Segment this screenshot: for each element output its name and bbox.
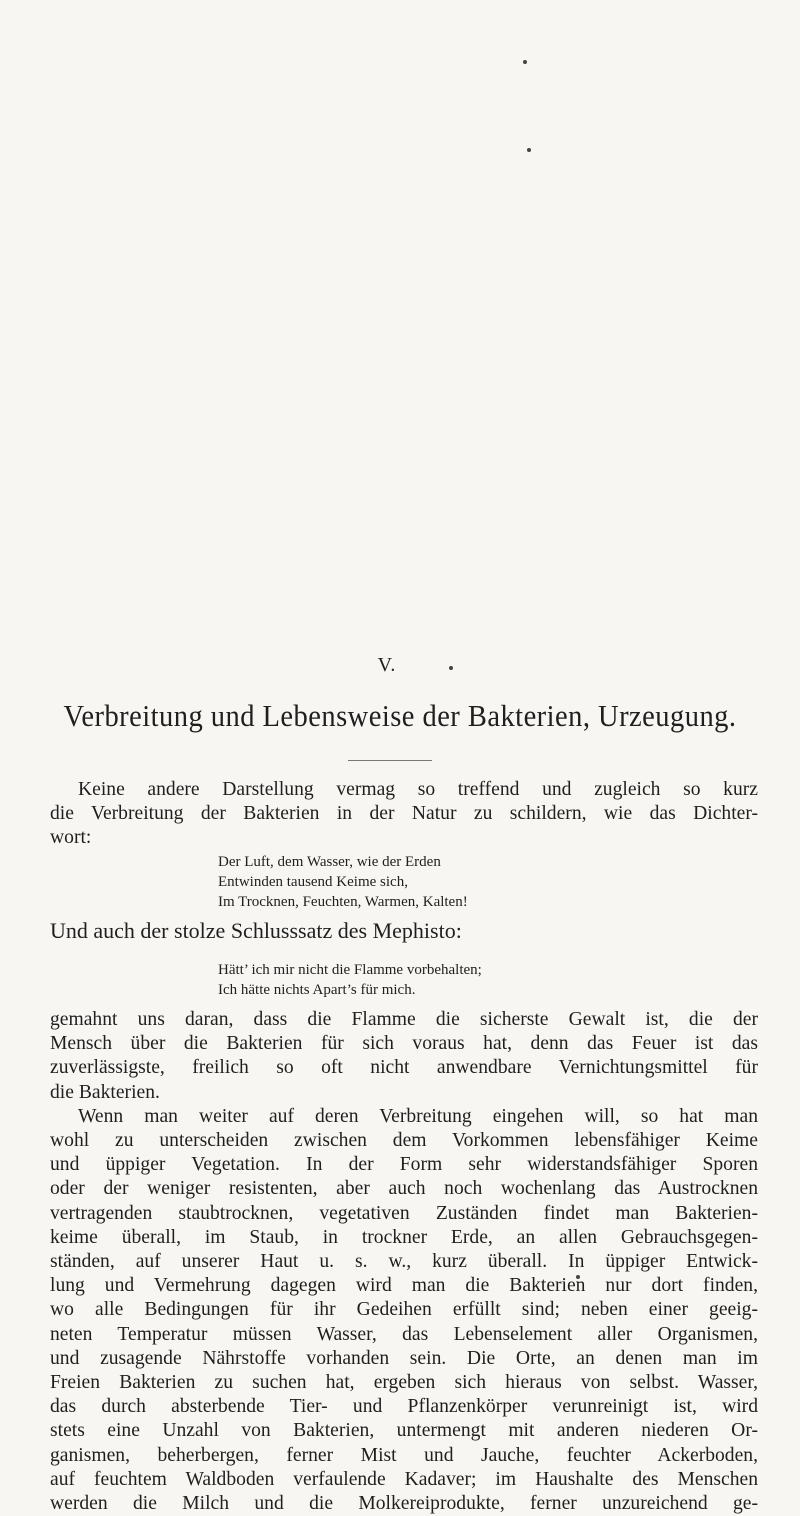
verse-line: Ich hätte nichts Apart’s für mich. — [218, 982, 416, 998]
text-line: die Bakterien. — [50, 1081, 160, 1103]
text-line: die Verbreitung der Bakterien in der Natur zu schildern, wie das Dichter- — [50, 803, 758, 825]
text-line: lung und Vermehrung dagegen wird man die Bakterien nur dort finden, — [50, 1275, 758, 1297]
text-line: ganismen, beherbergen, ferner Mist und Jauche, feuchter Ackerboden, — [50, 1444, 758, 1466]
text-line: stets eine Unzahl von Bakterien, untermengt mit anderen niederen Or- — [50, 1420, 758, 1442]
text-line: und üppiger Vegetation. In der Form sehr widerstandsfähiger Sporen — [50, 1154, 758, 1176]
text-line: werden die Milch und die Molkereiprodukte, ferner unzureichend ge- — [50, 1493, 758, 1515]
text-line: neten Temperatur müssen Wasser, das Lebenselement aller Organismen, — [50, 1323, 758, 1345]
text-line: auf feuchtem Waldboden verfaulende Kadaver; im Haushalte des Menschen — [50, 1468, 758, 1490]
print-speck — [527, 148, 531, 152]
text-line: oder der weniger resistenten, aber auch noch wochenlang das Austrocknen — [50, 1178, 758, 1200]
text-line: wohl zu unterscheiden zwischen dem Vorkommen lebensfähiger Keime — [50, 1130, 758, 1152]
text-line: Mensch über die Bakterien für sich voraus hat, denn das Feuer ist das — [50, 1033, 758, 1055]
intro-paragraph — [50, 778, 758, 851]
text-line: wort: — [50, 827, 92, 849]
verse-line: Entwinden tausend Keime sich, — [218, 874, 408, 890]
text-line: vertragenden staubtrocknen, vegetativen Zuständen findet man Bakterien- — [50, 1202, 758, 1224]
text-line: Keine andere Darstellung vermag so treffend und zugleich so kurz — [78, 779, 758, 800]
chapter-number: V. — [377, 654, 397, 676]
text-line: ständen, auf unserer Haut u. s. w., kurz überall. In üppiger Entwick- — [50, 1251, 758, 1273]
mephisto-intro-line: Und auch der stolze Schlusssatz des Mephisto: — [50, 918, 462, 943]
text-line: keime überall, im Staub, in trockner Erde, an allen Gebrauchsgegen- — [50, 1226, 758, 1248]
text-line: gemahnt uns daran, dass die Flamme die sicherste Gewalt ist, die der — [50, 1009, 758, 1030]
text-line: und zusagende Nährstoffe vorhanden sein. Die Orte, an denen man im — [50, 1347, 758, 1369]
verse-line: Im Trocknen, Feuchten, Warmen, Kalten! — [218, 894, 468, 910]
verse-line: Hätt’ ich mir nicht die Flamme vorbehalten; — [218, 962, 482, 978]
text-line: Freien Bakterien zu suchen hat, ergeben sich hieraus von selbst. Wasser, — [50, 1372, 758, 1394]
body-text — [50, 1008, 758, 1516]
text-line: wo alle Bedingungen für ihr Gedeihen erfüllt sind; neben einer geeig- — [50, 1299, 758, 1321]
mephisto-quote — [218, 960, 482, 1000]
text-line: zuverlässigste, freilich so oft nicht anwendbare Vernichtungsmittel für — [50, 1057, 758, 1079]
title-divider — [348, 760, 432, 761]
chapter-title: Verbreitung und Lebensweise der Bakterien, Urzeugung. — [63, 698, 737, 733]
goethe-quote — [218, 852, 468, 912]
verse-line: Der Luft, dem Wasser, wie der Erden — [218, 854, 441, 870]
text-line: Wenn man weiter auf deren Verbreitung eingehen will, so hat man — [78, 1105, 758, 1127]
text-line: das durch absterbende Tier- und Pflanzenkörper verunreinigt ist, wird — [50, 1396, 758, 1418]
print-speck — [523, 60, 527, 64]
